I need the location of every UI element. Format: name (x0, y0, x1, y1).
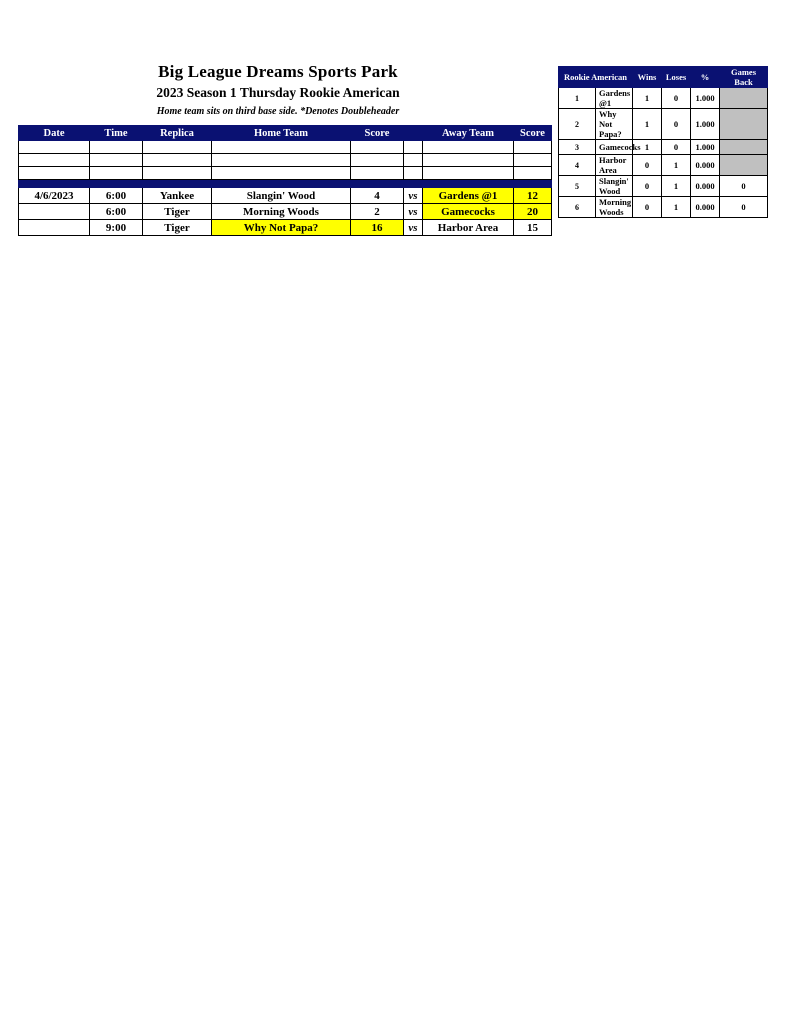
cell-time: 9:00 (90, 220, 143, 236)
cell-date (19, 141, 90, 154)
cell-away-team: Gardens @1 (423, 188, 514, 204)
cell-team: Morning Woods (596, 197, 633, 218)
cell-replica (143, 167, 212, 180)
cell-wins: 1 (633, 140, 662, 155)
cell-pct: 0.000 (691, 176, 720, 197)
standings-table-body (559, 88, 768, 218)
table-row (19, 220, 552, 236)
cell-time: 6:00 (90, 204, 143, 220)
cell-team: Gardens @1 (596, 88, 633, 109)
cell-rank: 3 (559, 140, 596, 155)
cell-home-team (212, 167, 351, 180)
cell-rank: 6 (559, 197, 596, 218)
column-header-date: Date (19, 126, 90, 141)
cell-home-team: Slangin' Wood (212, 188, 351, 204)
cell-away-score: 20 (514, 204, 552, 220)
page-title: Big League Dreams Sports Park (158, 62, 398, 81)
table-row (19, 154, 552, 167)
cell-vs: vs (404, 204, 423, 220)
cell-loses: 0 (662, 109, 691, 140)
cell-away-score: 15 (514, 220, 552, 236)
column-header-home-team: Home Team (212, 126, 351, 141)
table-row (19, 167, 552, 180)
cell-home-score: 4 (351, 188, 404, 204)
column-header-replica: Replica (143, 126, 212, 141)
standings-table (558, 66, 768, 218)
cell-replica: Tiger (143, 220, 212, 236)
cell-team: Why Not Papa? (596, 109, 633, 140)
schedule-table (18, 125, 552, 236)
cell-date (19, 220, 90, 236)
divider-row (19, 180, 552, 188)
cell-team: Slangin' Wood (596, 176, 633, 197)
column-header-home-score: Score (351, 126, 404, 141)
cell-time (90, 141, 143, 154)
title-area (18, 62, 538, 119)
cell-wins: 0 (633, 176, 662, 197)
cell-time (90, 154, 143, 167)
cell-games-back: 0 (720, 197, 768, 218)
cell-wins: 0 (633, 155, 662, 176)
cell-date (19, 204, 90, 220)
schedule-table-body (19, 141, 552, 236)
cell-wins: 1 (633, 109, 662, 140)
cell-rank: 2 (559, 109, 596, 140)
table-row (19, 141, 552, 154)
column-header-wins: Wins (633, 67, 662, 88)
cell-pct: 1.000 (691, 109, 720, 140)
cell-away-team (423, 141, 514, 154)
cell-vs: vs (404, 188, 423, 204)
cell-vs (404, 167, 423, 180)
cell-date: 4/6/2023 (19, 188, 90, 204)
cell-date (19, 167, 90, 180)
column-header-vs (404, 126, 423, 141)
cell-home-team (212, 154, 351, 167)
cell-pct: 0.000 (691, 197, 720, 218)
cell-vs: vs (404, 220, 423, 236)
table-row (19, 204, 552, 220)
cell-away-score (514, 154, 552, 167)
cell-replica (143, 154, 212, 167)
cell-replica: Yankee (143, 188, 212, 204)
table-row (559, 155, 768, 176)
note-text: Home team sits on third base side. *Denotes Doubleheader (156, 106, 400, 117)
table-row (19, 188, 552, 204)
cell-loses: 1 (662, 155, 691, 176)
cell-team: Harbor Area (596, 155, 633, 176)
cell-away-team: Harbor Area (423, 220, 514, 236)
table-row (559, 109, 768, 140)
cell-team: Gamecocks (596, 140, 633, 155)
cell-loses: 1 (662, 176, 691, 197)
table-header-row (19, 126, 552, 141)
column-header-pct: % (691, 67, 720, 88)
cell-time (90, 167, 143, 180)
cell-games-back (720, 140, 768, 155)
cell-games-back: 0 (720, 176, 768, 197)
table-header-row (559, 67, 768, 88)
cell-pct: 0.000 (691, 155, 720, 176)
cell-home-score: 16 (351, 220, 404, 236)
cell-replica (143, 141, 212, 154)
column-header-games-back: Games Back (720, 67, 768, 88)
season-subtitle: 2023 Season 1 Thursday Rookie American (156, 85, 400, 100)
cell-time: 6:00 (90, 188, 143, 204)
standings-section (558, 66, 768, 218)
cell-away-team (423, 154, 514, 167)
column-header-loses: Loses (662, 67, 691, 88)
table-row (559, 176, 768, 197)
cell-pct: 1.000 (691, 88, 720, 109)
cell-wins: 1 (633, 88, 662, 109)
cell-pct: 1.000 (691, 140, 720, 155)
standings-table-header (559, 67, 768, 88)
cell-loses: 1 (662, 197, 691, 218)
cell-replica: Tiger (143, 204, 212, 220)
cell-rank: 1 (559, 88, 596, 109)
cell-games-back (720, 88, 768, 109)
table-row (559, 140, 768, 155)
cell-loses: 0 (662, 88, 691, 109)
cell-loses: 0 (662, 140, 691, 155)
table-row (559, 197, 768, 218)
cell-home-score: 2 (351, 204, 404, 220)
cell-home-score (351, 141, 404, 154)
schedule-table-header (19, 126, 552, 141)
cell-home-team: Morning Woods (212, 204, 351, 220)
schedule-section (18, 62, 543, 236)
cell-away-team: Gamecocks (423, 204, 514, 220)
cell-away-score (514, 141, 552, 154)
cell-rank: 5 (559, 176, 596, 197)
cell-vs (404, 154, 423, 167)
cell-games-back (720, 109, 768, 140)
cell-away-score (514, 167, 552, 180)
cell-home-team: Why Not Papa? (212, 220, 351, 236)
cell-date (19, 154, 90, 167)
column-header-away-score: Score (514, 126, 552, 141)
cell-vs (404, 141, 423, 154)
cell-home-score (351, 154, 404, 167)
cell-rank: 4 (559, 155, 596, 176)
cell-home-score (351, 167, 404, 180)
column-header-time: Time (90, 126, 143, 141)
cell-wins: 0 (633, 197, 662, 218)
cell-games-back (720, 155, 768, 176)
table-row (559, 88, 768, 109)
column-header-away-team: Away Team (423, 126, 514, 141)
cell-away-score: 12 (514, 188, 552, 204)
cell-home-team (212, 141, 351, 154)
cell-away-team (423, 167, 514, 180)
divider-cell (19, 180, 552, 188)
column-header-league: Rookie American (559, 67, 633, 88)
